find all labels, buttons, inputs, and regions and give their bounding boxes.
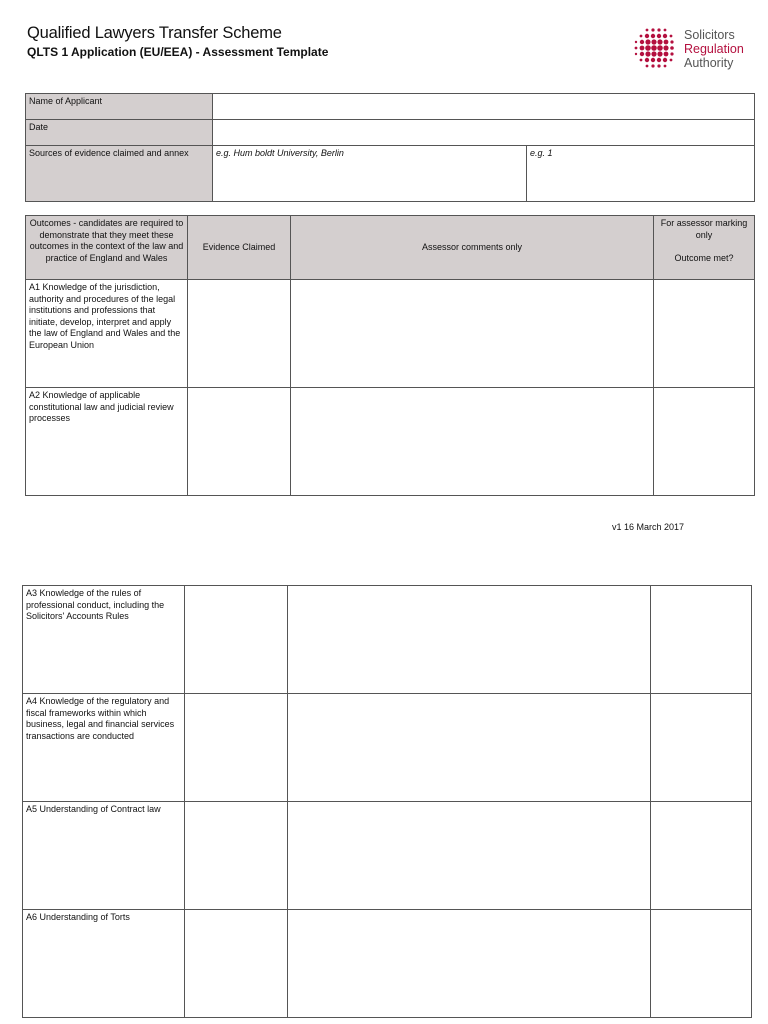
outcomes-header-row [26, 216, 755, 280]
outcome-a6-cell: A6 Understanding of Torts [23, 910, 185, 1018]
met-a4-cell[interactable] [651, 694, 752, 802]
logo-line-authority: Authority [684, 56, 734, 70]
assessor-marking-header [654, 216, 755, 280]
table-row [23, 910, 752, 1018]
outcome-a5-cell: A5 Understanding of Contract law [23, 802, 185, 910]
met-a1-cell[interactable] [654, 280, 755, 388]
sra-logo-text [684, 28, 744, 70]
evidence-a4-cell[interactable] [185, 694, 288, 802]
applicant-name-row [26, 94, 755, 120]
page-subtitle: QLTS 1 Application (EU/EEA) - Assessment Template [27, 45, 329, 59]
sources-label: Sources of evidence claimed and annex [26, 146, 213, 202]
outcomes-header: Outcomes - candidates are required to demonstrate that they meet these outcomes in the context of the law and practice of England and Wales [26, 216, 188, 280]
date-field[interactable] [213, 120, 755, 146]
evidence-a5-cell[interactable] [185, 802, 288, 910]
sources-row [26, 146, 755, 202]
assessor-marking-label: For assessor marking only [660, 218, 748, 240]
outcomes-table-continued [22, 585, 752, 1018]
evidence-a3-cell[interactable] [185, 586, 288, 694]
applicant-name-label: Name of Applicant [26, 94, 213, 120]
logo-line-solicitors: Solicitors [684, 28, 735, 42]
comments-a5-cell[interactable] [288, 802, 651, 910]
page-title: Qualified Lawyers Transfer Scheme [27, 24, 282, 42]
comments-a1-cell[interactable] [291, 280, 654, 388]
sources-field[interactable]: e.g. Hum boldt University, Berlin [213, 146, 527, 202]
met-a6-cell[interactable] [651, 910, 752, 1018]
comments-a6-cell[interactable] [288, 910, 651, 1018]
sra-dots-logo-icon [633, 27, 679, 73]
version-date: v1 16 March 2017 [612, 522, 685, 532]
table-row [23, 586, 752, 694]
table-row [23, 802, 752, 910]
outcome-a1-cell: A1 Knowledge of the jurisdiction, authority and procedures of the legal institutions and professions that initiate, develop, interpret and apply the law of England and Wales and the European Union [26, 280, 188, 388]
outcomes-table [25, 215, 755, 496]
evidence-a1-cell[interactable] [188, 280, 291, 388]
comments-a3-cell[interactable] [288, 586, 651, 694]
applicant-name-field[interactable] [213, 94, 755, 120]
date-label: Date [26, 120, 213, 146]
date-row [26, 120, 755, 146]
sra-logo [633, 27, 753, 73]
met-a3-cell[interactable] [651, 586, 752, 694]
table-row [26, 280, 755, 388]
table-row [26, 388, 755, 496]
comments-a2-cell[interactable] [291, 388, 654, 496]
met-a2-cell[interactable] [654, 388, 755, 496]
outcome-a2-cell: A2 Knowledge of applicable constitutional law and judicial review processes [26, 388, 188, 496]
comments-a4-cell[interactable] [288, 694, 651, 802]
evidence-claimed-header: Evidence Claimed [188, 216, 291, 280]
assessor-comments-header: Assessor comments only [291, 216, 654, 280]
applicant-details-table [25, 93, 755, 202]
table-row [23, 694, 752, 802]
outcome-met-label: Outcome met? [674, 253, 734, 263]
logo-line-regulation: Regulation [684, 42, 744, 56]
annex-field[interactable]: e.g. 1 [527, 146, 755, 202]
outcome-a4-cell: A4 Knowledge of the regulatory and fiscal frameworks within which business, legal and financial services transactions are conducted [23, 694, 185, 802]
outcome-a3-cell: A3 Knowledge of the rules of professional conduct, including the Solicitors' Accounts Rules [23, 586, 185, 694]
evidence-a6-cell[interactable] [185, 910, 288, 1018]
met-a5-cell[interactable] [651, 802, 752, 910]
evidence-a2-cell[interactable] [188, 388, 291, 496]
